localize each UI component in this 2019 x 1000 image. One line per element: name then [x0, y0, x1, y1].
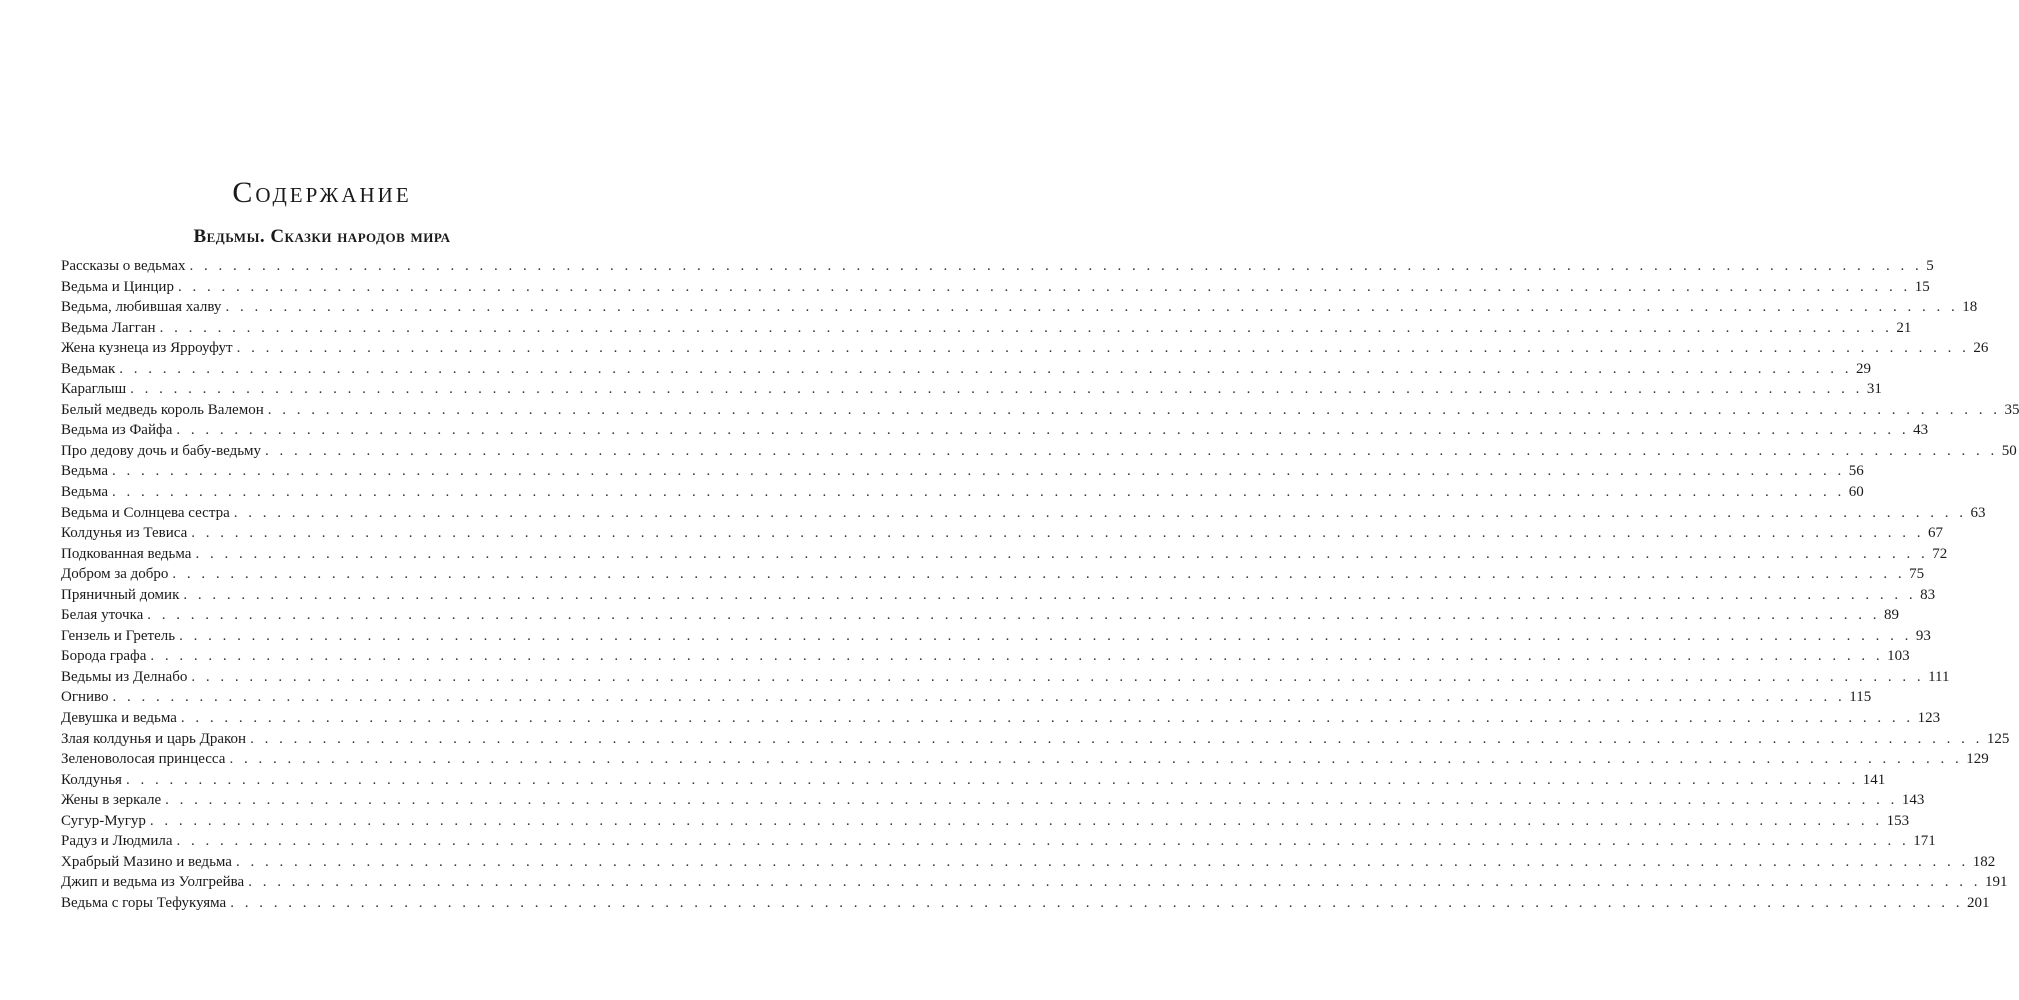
toc-entry-page-number: 67: [1928, 525, 1944, 542]
dot-leader: . . . . . . . . . . . . . . . . . . . . . . . . . . . . . . . . . . . . . . . . . . . . . . . . . . . . . . . . . . . . . . . . . . . . . . . . . . . . . . . . . . . . . . . . . . . . . . . . . . . . . . . . . . . . . . . . . . . . . . . .: [147, 607, 1881, 624]
dot-leader: . . . . . . . . . . . . . . . . . . . . . . . . . . . . . . . . . . . . . . . . . . . . . . . . . . . . . . . . . . . . . . . . . . . . . . . . . . . . . . . . . . . . . . . . . . . . . . . . . . . . . . . . . . . . . . . . . . . . . . . .: [149, 812, 1883, 829]
dot-leader: . . . . . . . . . . . . . . . . . . . . . . . . . . . . . . . . . . . . . . . . . . . . . . . . . . . . . . . . . . . . . . . . . . . . . . . . . . . . . . . . . . . . . . . . . . . . . . . . . . . . . . . . . . . . . . . . . . . . . . . .: [233, 504, 1967, 521]
toc-entry[interactable]: [61, 420, 1929, 441]
toc-entry-title: Зеленоволосая принцесса: [61, 751, 226, 768]
dot-leader: . . . . . . . . . . . . . . . . . . . . . . . . . . . . . . . . . . . . . . . . . . . . . . . . . . . . . . . . . . . . . . . . . . . . . . . . . . . . . . . . . . . . . . . . . . . . . . . . . . . . . . . . . . . . . . . . . . . . . . . .: [180, 710, 1914, 727]
toc-entry[interactable]: [61, 667, 1950, 688]
toc-entry[interactable]: [61, 729, 2010, 750]
dot-leader: . . . . . . . . . . . . . . . . . . . . . . . . . . . . . . . . . . . . . . . . . . . . . . . . . . . . . . . . . . . . . . . . . . . . . . . . . . . . . . . . . . . . . . . . . . . . . . . . . . . . . . . . . . . . . . . . . . . . . . . .: [179, 627, 1912, 644]
toc-entry[interactable]: [61, 872, 2008, 893]
toc-entry-title: Жены в зеркале: [61, 792, 162, 809]
toc-entry-page-number: 201: [1966, 894, 1990, 911]
dot-leader: . . . . . . . . . . . . . . . . . . . . . . . . . . . . . . . . . . . . . . . . . . . . . . . . . . . . . . . . . . . . . . . . . . . . . . . . . . . . . . . . . . . . . . . . . . . . . . . . . . . . . . . . . . . . . . . . . . . . . . . .: [235, 853, 1969, 870]
toc-entry[interactable]: [61, 564, 1925, 585]
dot-leader: . . . . . . . . . . . . . . . . . . . . . . . . . . . . . . . . . . . . . . . . . . . . . . . . . . . . . . . . . . . . . . . . . . . . . . . . . . . . . . . . . . . . . . . . . . . . . . . . . . . . . . . . . . . . . . . . . . . . . . . .: [229, 751, 1963, 768]
toc-entry-page-number: 75: [1909, 566, 1925, 583]
toc-entry[interactable]: [61, 359, 1872, 380]
toc-entry-title: Злая колдунья и царь Дракон: [61, 730, 247, 747]
toc-entry-title: Ведьмак: [61, 360, 116, 377]
toc-entry[interactable]: [61, 585, 1936, 606]
toc-entry[interactable]: [61, 338, 1989, 359]
dot-leader: . . . . . . . . . . . . . . . . . . . . . . . . . . . . . . . . . . . . . . . . . . . . . . . . . . . . . . . . . . . . . . . . . . . . . . . . . . . . . . . . . . . . . . . . . . . . . . . . . . . . . . . . . . . . . . . . . . . . . . . .: [112, 689, 1846, 706]
toc-entry[interactable]: [61, 626, 1931, 647]
toc-entry-title: Ведьма и Солнцева сестра: [61, 504, 230, 521]
toc-entry[interactable]: [61, 523, 1944, 544]
dot-leader: . . . . . . . . . . . . . . . . . . . . . . . . . . . . . . . . . . . . . . . . . . . . . . . . . . . . . . . . . . . . . . . . . . . . . . . . . . . . . . . . . . . . . . . . . . . . . . . . . . . . . . . . . . . . . . . . . . . . . . . .: [119, 360, 1853, 377]
toc-entry[interactable]: [61, 461, 1864, 482]
toc-entry-title: Огниво: [61, 689, 109, 706]
toc-entry-title: Ведьма: [61, 484, 108, 501]
toc-entry-title: Белый медведь король Валемон: [61, 401, 264, 418]
dot-leader: . . . . . . . . . . . . . . . . . . . . . . . . . . . . . . . . . . . . . . . . . . . . . . . . . . . . . . . . . . . . . . . . . . . . . . . . . . . . . . . . . . . . . . . . . . . . . . . . . . . . . . . . . . . . . . . . . . . . . . . .: [176, 422, 1910, 439]
toc-entry-title: Подкованная ведьма: [61, 545, 192, 562]
toc-entry-page-number: 21: [1896, 319, 1912, 336]
toc-entry[interactable]: [61, 503, 1986, 524]
toc-entry[interactable]: [61, 811, 1910, 832]
toc-entry-page-number: 18: [1962, 299, 1978, 316]
toc-entry-page-number: 83: [1920, 586, 1936, 603]
dot-leader: . . . . . . . . . . . . . . . . . . . . . . . . . . . . . . . . . . . . . . . . . . . . . . . . . . . . . . . . . . . . . . . . . . . . . . . . . . . . . . . . . . . . . . . . . . . . . . . . . . . . . . . . . . . . . . . . . . . . . . . .: [172, 566, 1906, 583]
toc-entry[interactable]: [61, 256, 1934, 277]
toc-entry-page-number: 63: [1970, 504, 1986, 521]
contents-heading: Содержание: [232, 176, 412, 209]
toc-entry[interactable]: [61, 441, 2017, 462]
toc-entry[interactable]: [61, 893, 1990, 914]
toc-entry-page-number: 35: [2004, 401, 2019, 418]
toc-entry-title: Караглыш: [61, 381, 127, 398]
toc-entry-page-number: 171: [1913, 833, 1936, 850]
toc-entry-page-number: 182: [1972, 853, 1996, 870]
toc-entry[interactable]: [61, 790, 1925, 811]
toc-entry[interactable]: [61, 708, 1941, 729]
toc-entry-page-number: 93: [1915, 627, 1931, 644]
dot-leader: . . . . . . . . . . . . . . . . . . . . . . . . . . . . . . . . . . . . . . . . . . . . . . . . . . . . . . . . . . . . . . . . . . . . . . . . . . . . . . . . . . . . . . . . . . . . . . . . . . . . . . . . . . . . . . . . . . . . . . . .: [130, 381, 1863, 398]
toc-entry-page-number: 153: [1886, 812, 1910, 829]
toc-entry-title: Джип и ведьма из Уолгрейва: [61, 874, 245, 891]
toc-entry-title: Добром за добро: [61, 566, 169, 583]
dot-leader: . . . . . . . . . . . . . . . . . . . . . . . . . . . . . . . . . . . . . . . . . . . . . . . . . . . . . . . . . . . . . . . . . . . . . . . . . . . . . . . . . . . . . . . . . . . . . . . . . . . . . . . . . . . . . . . . . . . . . . . .: [165, 792, 1898, 809]
dot-leader: . . . . . . . . . . . . . . . . . . . . . . . . . . . . . . . . . . . . . . . . . . . . . . . . . . . . . . . . . . . . . . . . . . . . . . . . . . . . . . . . . . . . . . . . . . . . . . . . . . . . . . . . . . . . . . . . . . . . . . . .: [125, 771, 1859, 788]
dot-leader: . . . . . . . . . . . . . . . . . . . . . . . . . . . . . . . . . . . . . . . . . . . . . . . . . . . . . . . . . . . . . . . . . . . . . . . . . . . . . . . . . . . . . . . . . . . . . . . . . . . . . . . . . . . . . . . . . . . . . . . .: [236, 340, 1970, 357]
toc-entry-title: Ведьмы из Делнабо: [61, 668, 188, 685]
dot-leader: . . . . . . . . . . . . . . . . . . . . . . . . . . . . . . . . . . . . . . . . . . . . . . . . . . . . . . . . . . . . . . . . . . . . . . . . . . . . . . . . . . . . . . . . . . . . . . . . . . . . . . . . . . . . . . . . . . . . . . . .: [265, 442, 1998, 459]
toc-entry-page-number: 56: [1848, 463, 1864, 480]
toc-entry-page-number: 26: [1973, 340, 1989, 357]
toc-entry[interactable]: [61, 277, 1930, 298]
toc-entry-page-number: 31: [1866, 381, 1882, 398]
toc-entry[interactable]: [61, 749, 1989, 770]
dot-leader: . . . . . . . . . . . . . . . . . . . . . . . . . . . . . . . . . . . . . . . . . . . . . . . . . . . . . . . . . . . . . . . . . . . . . . . . . . . . . . . . . . . . . . . . . . . . . . . . . . . . . . . . . . . . . . . . . . . . . . . .: [189, 258, 1923, 274]
toc-entry-title: Девушка и ведьма: [61, 710, 177, 727]
toc-entry-title: Ведьма, любившая халву: [61, 299, 222, 316]
toc-entry-title: Гензель и Гретель: [61, 627, 176, 644]
toc-entry-page-number: 123: [1917, 710, 1941, 727]
toc-entry[interactable]: [61, 646, 1910, 667]
toc-entry-title: Борода графа: [61, 648, 147, 665]
table-of-contents: [61, 256, 2019, 914]
dot-leader: . . . . . . . . . . . . . . . . . . . . . . . . . . . . . . . . . . . . . . . . . . . . . . . . . . . . . . . . . . . . . . . . . . . . . . . . . . . . . . . . . . . . . . . . . . . . . . . . . . . . . . . . . . . . . . . . . . . . . . . .: [183, 586, 1917, 603]
dot-leader: . . . . . . . . . . . . . . . . . . . . . . . . . . . . . . . . . . . . . . . . . . . . . . . . . . . . . . . . . . . . . . . . . . . . . . . . . . . . . . . . . . . . . . . . . . . . . . . . . . . . . . . . . . . . . . . . . . . . . . . .: [150, 648, 1884, 665]
toc-entry[interactable]: [61, 687, 1872, 708]
toc-entry-title: Храбрый Мазино и ведьма: [61, 853, 232, 870]
toc-entry-page-number: 125: [1986, 730, 2010, 747]
dot-leader: . . . . . . . . . . . . . . . . . . . . . . . . . . . . . . . . . . . . . . . . . . . . . . . . . . . . . . . . . . . . . . . . . . . . . . . . . . . . . . . . . . . . . . . . . . . . . . . . . . . . . . . . . . . . . . . . . . . . . . . .: [112, 463, 1845, 480]
toc-entry-title: Жена кузнеца из Ярроуфут: [61, 340, 233, 357]
toc-entry-page-number: 129: [1966, 751, 1989, 768]
toc-entry-title: Ведьма Лагган: [61, 319, 156, 336]
toc-entry-title: Пряничный домик: [61, 586, 180, 603]
dot-leader: . . . . . . . . . . . . . . . . . . . . . . . . . . . . . . . . . . . . . . . . . . . . . . . . . . . . . . . . . . . . . . . . . . . . . . . . . . . . . . . . . . . . . . . . . . . . . . . . . . . . . . . . . . . . . . . . . . . . . . . .: [250, 730, 1983, 747]
toc-entry[interactable]: [61, 852, 1996, 873]
dot-leader: . . . . . . . . . . . . . . . . . . . . . . . . . . . . . . . . . . . . . . . . . . . . . . . . . . . . . . . . . . . . . . . . . . . . . . . . . . . . . . . . . . . . . . . . . . . . . . . . . . . . . . . . . . . . . . . . . . . . . . . .: [191, 668, 1925, 685]
dot-leader: . . . . . . . . . . . . . . . . . . . . . . . . . . . . . . . . . . . . . . . . . . . . . . . . . . . . . . . . . . . . . . . . . . . . . . . . . . . . . . . . . . . . . . . . . . . . . . . . . . . . . . . . . . . . . . . . . . . . . . . .: [159, 319, 1893, 336]
toc-entry-title: Про дедову дочь и бабу-ведьму: [61, 442, 262, 459]
toc-entry-page-number: 191: [1984, 874, 2008, 891]
toc-entry-title: Радуз и Людмила: [61, 833, 173, 850]
toc-entry-page-number: 141: [1862, 771, 1886, 788]
dot-leader: . . . . . . . . . . . . . . . . . . . . . . . . . . . . . . . . . . . . . . . . . . . . . . . . . . . . . . . . . . . . . . . . . . . . . . . . . . . . . . . . . . . . . . . . . . . . . . . . . . . . . . . . . . . . . . . . . . . . . . . .: [177, 278, 1911, 295]
toc-entry-title: Ведьма и Цинцир: [61, 278, 174, 295]
dot-leader: . . . . . . . . . . . . . . . . . . . . . . . . . . . . . . . . . . . . . . . . . . . . . . . . . . . . . . . . . . . . . . . . . . . . . . . . . . . . . . . . . . . . . . . . . . . . . . . . . . . . . . . . . . . . . . . . . . . . . . . .: [225, 299, 1959, 316]
dot-leader: . . . . . . . . . . . . . . . . . . . . . . . . . . . . . . . . . . . . . . . . . . . . . . . . . . . . . . . . . . . . . . . . . . . . . . . . . . . . . . . . . . . . . . . . . . . . . . . . . . . . . . . . . . . . . . . . . . . . . . . .: [267, 401, 2001, 418]
toc-entry-page-number: 89: [1884, 607, 1900, 624]
dot-leader: . . . . . . . . . . . . . . . . . . . . . . . . . . . . . . . . . . . . . . . . . . . . . . . . . . . . . . . . . . . . . . . . . . . . . . . . . . . . . . . . . . . . . . . . . . . . . . . . . . . . . . . . . . . . . . . . . . . . . . . .: [176, 833, 1910, 850]
toc-entry[interactable]: [61, 605, 1900, 626]
toc-entry[interactable]: [61, 379, 1882, 400]
dot-leader: . . . . . . . . . . . . . . . . . . . . . . . . . . . . . . . . . . . . . . . . . . . . . . . . . . . . . . . . . . . . . . . . . . . . . . . . . . . . . . . . . . . . . . . . . . . . . . . . . . . . . . . . . . . . . . . . . . . . . . . .: [112, 484, 1845, 501]
toc-entry[interactable]: [61, 400, 2019, 421]
toc-entry-title: Рассказы о ведьмах: [61, 258, 186, 274]
section-title: Ведьмы. Сказки народов мира: [193, 226, 451, 247]
toc-entry-page-number: 60: [1848, 484, 1864, 501]
toc-entry-page-number: 43: [1913, 422, 1929, 439]
toc-entry-title: Ведьма из Файфа: [61, 422, 173, 439]
dot-leader: . . . . . . . . . . . . . . . . . . . . . . . . . . . . . . . . . . . . . . . . . . . . . . . . . . . . . . . . . . . . . . . . . . . . . . . . . . . . . . . . . . . . . . . . . . . . . . . . . . . . . . . . . . . . . . . . . . . . . . . .: [248, 874, 1981, 891]
toc-entry-title: Ведьма: [61, 463, 108, 480]
toc-entry-page-number: 103: [1887, 648, 1910, 665]
toc-entry[interactable]: [61, 770, 1886, 791]
toc-entry[interactable]: [61, 318, 1912, 339]
toc-entry-title: Сугур-Мугур: [61, 812, 146, 829]
toc-entry-page-number: 72: [1932, 545, 1948, 562]
dot-leader: . . . . . . . . . . . . . . . . . . . . . . . . . . . . . . . . . . . . . . . . . . . . . . . . . . . . . . . . . . . . . . . . . . . . . . . . . . . . . . . . . . . . . . . . . . . . . . . . . . . . . . . . . . . . . . . . . . . . . . . .: [230, 894, 1963, 911]
toc-entry-page-number: 5: [1926, 258, 1934, 274]
toc-entry-page-number: 143: [1901, 792, 1925, 809]
toc-entry-page-number: 50: [2001, 442, 2017, 459]
toc-entry-title: Белая уточка: [61, 607, 144, 624]
toc-entry[interactable]: [61, 831, 1936, 852]
toc-entry-title: Колдунья из Тевиса: [61, 525, 188, 542]
toc-entry-page-number: 15: [1914, 278, 1930, 295]
toc-entry-title: Колдунья: [61, 771, 122, 788]
toc-entry[interactable]: [61, 297, 1978, 318]
toc-entry-page-number: 115: [1849, 689, 1872, 706]
toc-entry[interactable]: [61, 544, 1948, 565]
toc-entry[interactable]: [61, 482, 1864, 503]
toc-entry-page-number: 29: [1856, 360, 1872, 377]
dot-leader: . . . . . . . . . . . . . . . . . . . . . . . . . . . . . . . . . . . . . . . . . . . . . . . . . . . . . . . . . . . . . . . . . . . . . . . . . . . . . . . . . . . . . . . . . . . . . . . . . . . . . . . . . . . . . . . . . . . . . . . .: [195, 545, 1929, 562]
toc-entry-page-number: 111: [1928, 668, 1950, 685]
dot-leader: . . . . . . . . . . . . . . . . . . . . . . . . . . . . . . . . . . . . . . . . . . . . . . . . . . . . . . . . . . . . . . . . . . . . . . . . . . . . . . . . . . . . . . . . . . . . . . . . . . . . . . . . . . . . . . . . . . . . . . . .: [191, 525, 1925, 542]
toc-entry-title: Ведьма с горы Тефукуяма: [61, 894, 227, 911]
